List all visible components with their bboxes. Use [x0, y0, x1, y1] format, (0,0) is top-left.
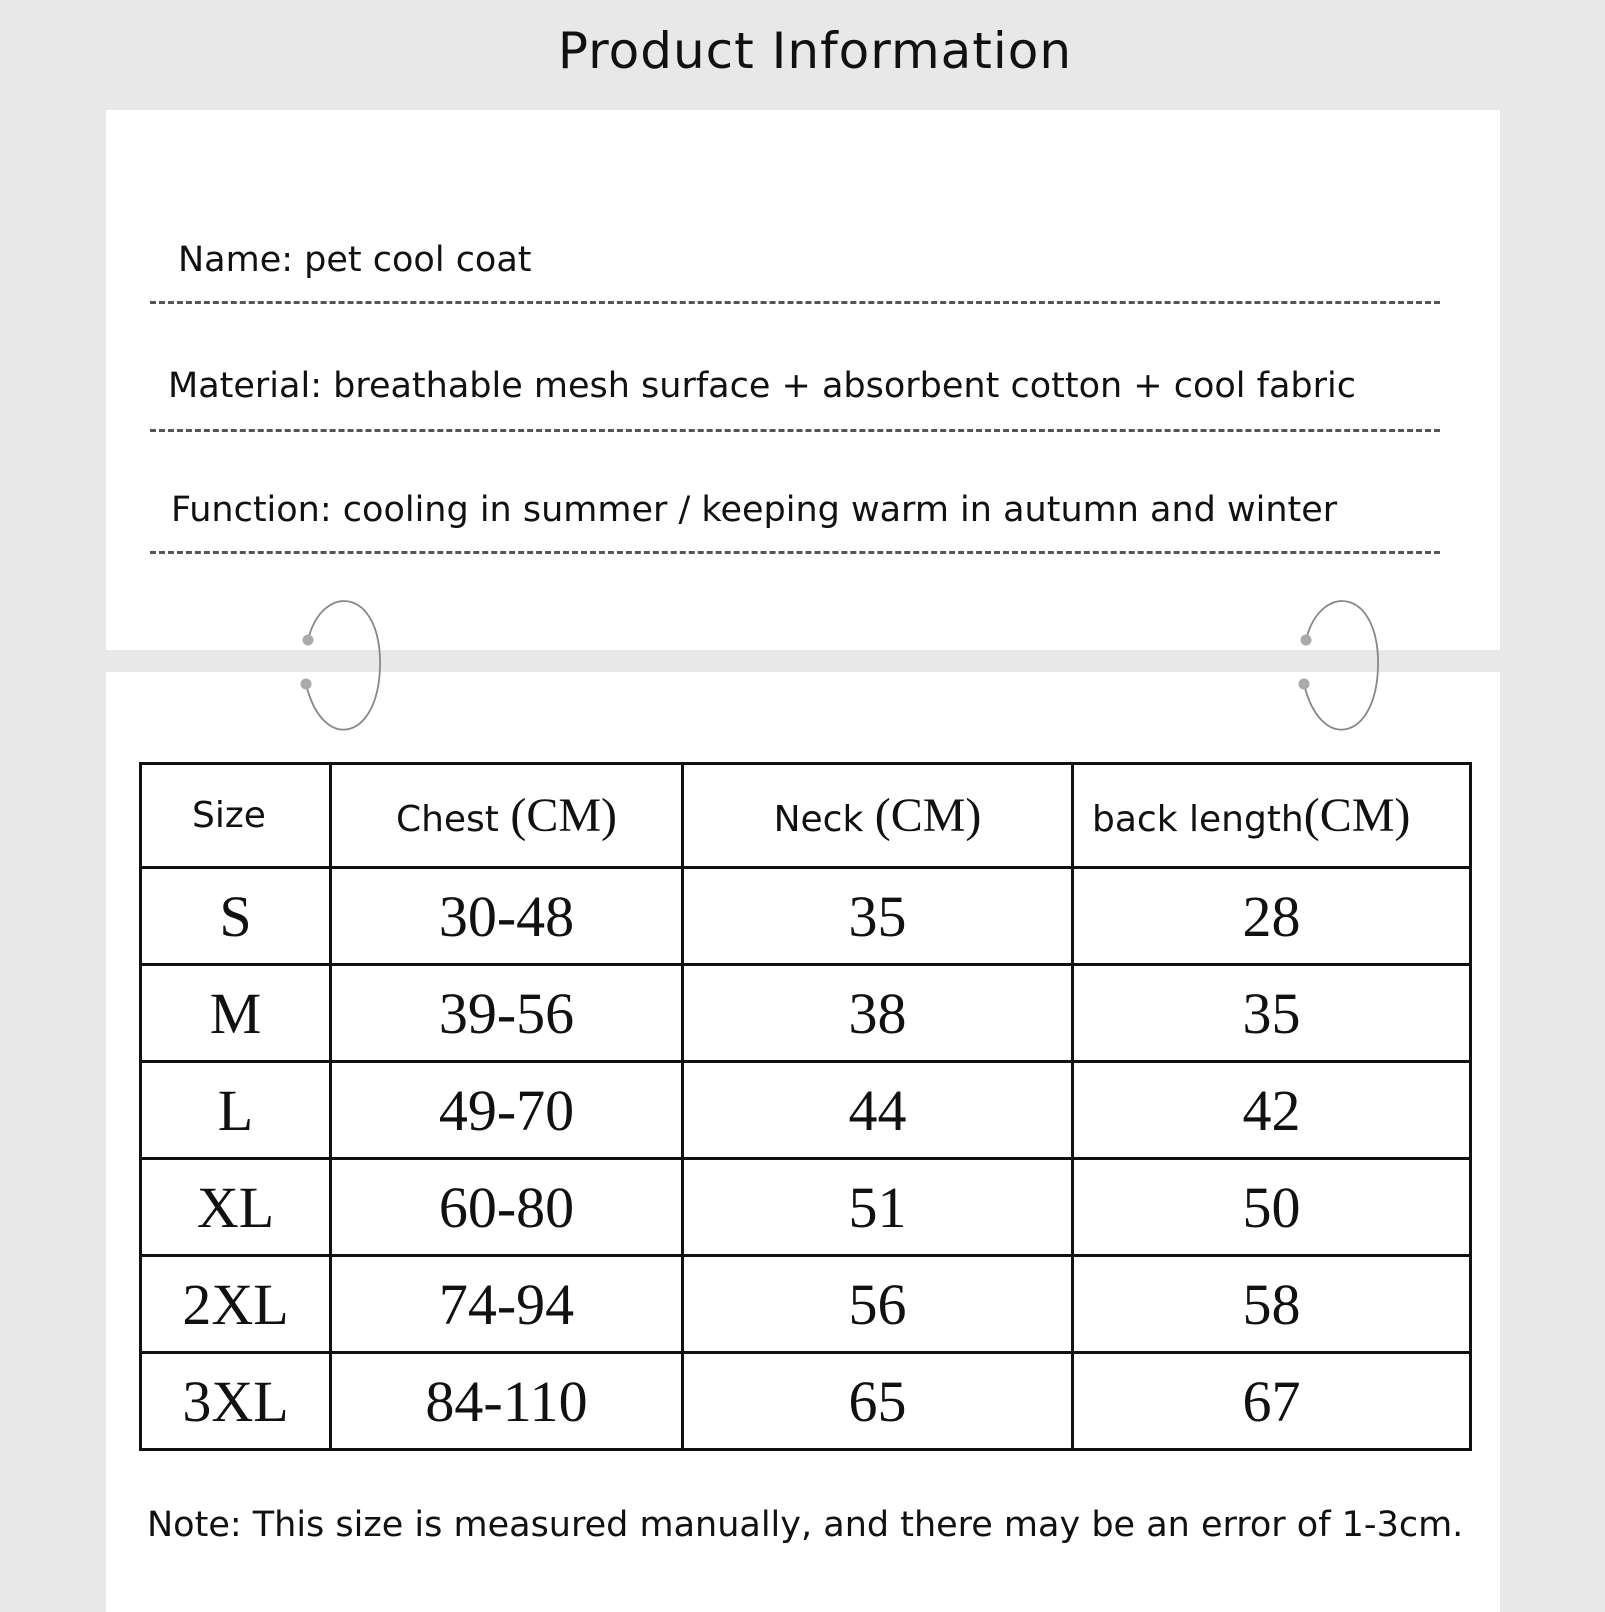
size-cell: 2XL	[141, 1256, 331, 1353]
binder-ring-icon	[292, 592, 382, 742]
chest-cell: 84-110	[331, 1353, 683, 1450]
chest-cell: 74-94	[331, 1256, 683, 1353]
table-row	[141, 1353, 1471, 1450]
table-header-row	[141, 764, 1471, 868]
header-back-length: back length(CM)	[1073, 764, 1471, 868]
size-cell: L	[141, 1062, 331, 1159]
size-cell: 3XL	[141, 1353, 331, 1450]
size-cell: M	[141, 965, 331, 1062]
back-length-cell: 28	[1073, 868, 1471, 965]
chest-cell: 30-48	[331, 868, 683, 965]
neck-cell: 56	[683, 1256, 1073, 1353]
product-material: Material: breathable mesh surface + absorbent cotton + cool fabric	[168, 366, 1357, 406]
chest-cell: 39-56	[331, 965, 683, 1062]
header-chest: Chest (CM)	[331, 764, 683, 868]
neck-cell: 65	[683, 1353, 1073, 1450]
divider	[150, 551, 1440, 554]
table-row	[141, 965, 1471, 1062]
neck-cell: 51	[683, 1159, 1073, 1256]
size-cell: XL	[141, 1159, 331, 1256]
table-row	[141, 1256, 1471, 1353]
back-length-cell: 50	[1073, 1159, 1471, 1256]
size-chart-table	[139, 762, 1472, 1451]
header-size: Size	[141, 764, 331, 868]
product-function: Function: cooling in summer / keeping warm in autumn and winter	[171, 490, 1338, 530]
table-row	[141, 868, 1471, 965]
back-length-cell: 67	[1073, 1353, 1471, 1450]
back-length-cell: 42	[1073, 1062, 1471, 1159]
measurement-note: Note: This size is measured manually, and there may be an error of 1-3cm.	[147, 1505, 1464, 1545]
neck-cell: 38	[683, 965, 1073, 1062]
chest-cell: 60-80	[331, 1159, 683, 1256]
binder-ring-icon	[1290, 592, 1380, 742]
divider	[150, 429, 1440, 432]
back-length-cell: 58	[1073, 1256, 1471, 1353]
back-length-cell: 35	[1073, 965, 1471, 1062]
divider	[150, 301, 1440, 304]
table-row	[141, 1062, 1471, 1159]
size-cell: S	[141, 868, 331, 965]
page-title: Product Information	[557, 22, 1073, 80]
neck-cell: 35	[683, 868, 1073, 965]
header-neck: Neck (CM)	[683, 764, 1073, 868]
chest-cell: 49-70	[331, 1062, 683, 1159]
table-row	[141, 1159, 1471, 1256]
neck-cell: 44	[683, 1062, 1073, 1159]
product-name: Name: pet cool coat	[178, 240, 532, 280]
